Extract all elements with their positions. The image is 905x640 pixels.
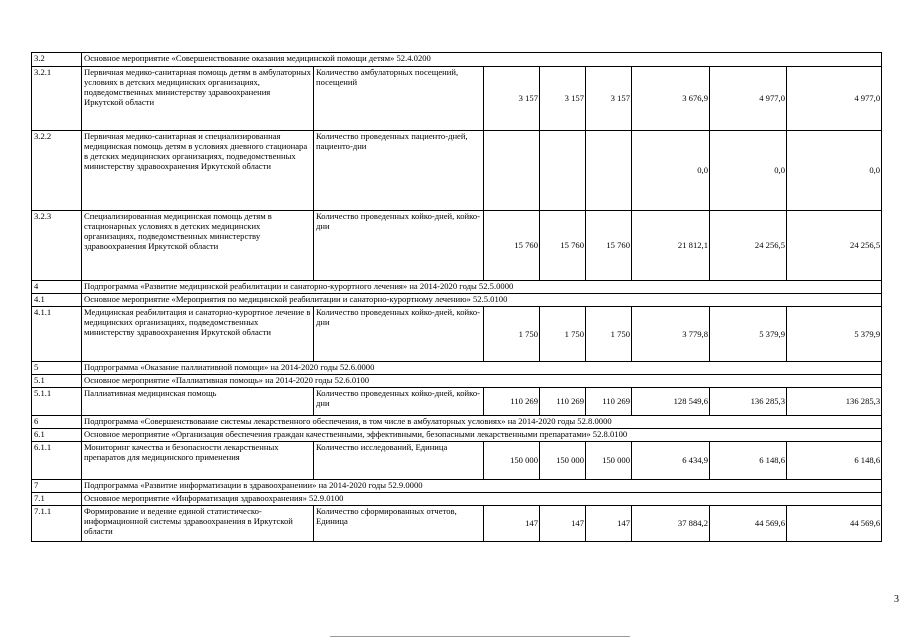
value-cell: 0,0	[710, 131, 787, 211]
value-cell: 21 812,1	[632, 211, 710, 281]
section-row	[32, 429, 882, 442]
section-title: Подпрограмма «Совершенствование системы лекарственного обеспечения, в том числе в амбулаторных условиях» на 2014-2020 годы 52.8.0000	[82, 416, 882, 429]
value-cell: 3 779,8	[632, 307, 710, 362]
measure-name: Формирование и ведение единой статистическо-информационной системы здравоохранения в Иркутской области	[82, 506, 314, 542]
value-cell: 110 269	[586, 388, 632, 416]
row-code: 6.1	[32, 429, 82, 442]
section-row	[32, 53, 882, 67]
value-cell: 15 760	[586, 211, 632, 281]
row-code: 5.1.1	[32, 388, 82, 416]
indicator-name: Количество проведенных койко-дней, койко-дни	[314, 388, 484, 416]
section-title: Подпрограмма «Развитие информатизации в здравоохранении» на 2014-2020 годы 52.9.0000	[82, 480, 882, 493]
row-code: 6	[32, 416, 82, 429]
table-row	[32, 211, 882, 281]
row-code: 7.1	[32, 493, 82, 506]
value-cell: 44 569,6	[787, 506, 882, 542]
value-cell: 1 750	[540, 307, 586, 362]
row-code: 4.1.1	[32, 307, 82, 362]
value-cell: 3 157	[586, 67, 632, 131]
value-cell: 0,0	[632, 131, 710, 211]
table-row	[32, 67, 882, 131]
section-row	[32, 493, 882, 506]
measure-name: Специализированная медицинская помощь детям в стационарных условиях в детских медицинских организациях, подведомственных министерству здравоохранения Иркутской области	[82, 211, 314, 281]
row-code: 3.2.2	[32, 131, 82, 211]
section-title: Основное мероприятие «Информатизация здравоохранения» 52.9.0100	[82, 493, 882, 506]
value-cell: 15 760	[484, 211, 540, 281]
section-row	[32, 480, 882, 493]
value-cell: 147	[484, 506, 540, 542]
value-cell: 6 148,6	[787, 442, 882, 480]
page-number: 3	[894, 594, 899, 605]
section-title: Основное мероприятие «Паллиативная помощь» на 2014-2020 годы 52.6.0100	[82, 375, 882, 388]
value-cell: 5 379,9	[710, 307, 787, 362]
value-cell: 3 676,9	[632, 67, 710, 131]
row-code: 7	[32, 480, 82, 493]
value-cell: 1 750	[484, 307, 540, 362]
value-cell: 1 750	[586, 307, 632, 362]
value-cell: 147	[540, 506, 586, 542]
value-cell: 24 256,5	[787, 211, 882, 281]
section-row	[32, 281, 882, 294]
indicator-name: Количество амбулаторных посещений, посещений	[314, 67, 484, 131]
value-cell: 147	[586, 506, 632, 542]
indicators-table	[31, 52, 882, 542]
value-cell	[540, 131, 586, 211]
value-cell: 0,0	[787, 131, 882, 211]
value-cell: 3 157	[484, 67, 540, 131]
value-cell	[484, 131, 540, 211]
value-cell: 15 760	[540, 211, 586, 281]
table-row	[32, 442, 882, 480]
value-cell: 4 977,0	[710, 67, 787, 131]
section-row	[32, 416, 882, 429]
section-title: Подпрограмма «Развитие медицинской реабилитации и санаторно-курортного лечения» на 2014-2020 годы 52.5.0000	[82, 281, 882, 294]
value-cell: 110 269	[540, 388, 586, 416]
row-code: 4	[32, 281, 82, 294]
measure-name: Мониторинг качества и безопасности лекарственных препаратов для медицинского применения	[82, 442, 314, 480]
indicator-name: Количество исследований, Единица	[314, 442, 484, 480]
measure-name: Паллиативная медицинская помощь	[82, 388, 314, 416]
table-body	[32, 53, 882, 542]
value-cell: 4 977,0	[787, 67, 882, 131]
value-cell: 110 269	[484, 388, 540, 416]
value-cell: 6 434,9	[632, 442, 710, 480]
value-cell: 136 285,3	[787, 388, 882, 416]
row-code: 5	[32, 362, 82, 375]
section-title: Подпрограмма «Оказание паллиативной помощи» на 2014-2020 годы 52.6.0000	[82, 362, 882, 375]
row-code: 7.1.1	[32, 506, 82, 542]
indicator-name: Количество проведенных койко-дней, койко-дни	[314, 211, 484, 281]
row-code: 4.1	[32, 294, 82, 307]
row-code: 6.1.1	[32, 442, 82, 480]
value-cell: 44 569,6	[710, 506, 787, 542]
value-cell: 3 157	[540, 67, 586, 131]
value-cell: 6 148,6	[710, 442, 787, 480]
bottom-rule	[330, 636, 630, 637]
section-row	[32, 294, 882, 307]
measure-name: Медицинская реабилитация и санаторно-курортное лечение в медицинских организациях, подведомственных министерству здравоохранения Иркутской области	[82, 307, 314, 362]
value-cell: 150 000	[484, 442, 540, 480]
measure-name: Первичная медико-санитарная и специализированная медицинская помощь детям в условиях дневного стационара в детских медицинских организациях, подведомственных министерству здравоохранения Иркутской области	[82, 131, 314, 211]
table-row	[32, 131, 882, 211]
indicator-name: Количество проведенных пациенто-дней, пациенто-дни	[314, 131, 484, 211]
value-cell: 24 256,5	[710, 211, 787, 281]
indicator-name: Количество проведенных койко-дней, койко-дни	[314, 307, 484, 362]
row-code: 3.2.3	[32, 211, 82, 281]
table-row	[32, 506, 882, 542]
row-code: 3.2.1	[32, 67, 82, 131]
section-title: Основное мероприятие «Мероприятия по медицинской реабилитации и санаторно-курортному лечению» 52.5.0100	[82, 294, 882, 307]
value-cell: 37 884,2	[632, 506, 710, 542]
section-title: Основное мероприятие «Организация обеспечения граждан качественными, эффективными, безопасными лекарственными препаратами» 52.8.0100	[82, 429, 882, 442]
section-row	[32, 362, 882, 375]
section-title: Основное мероприятие «Совершенствование оказания медицинской помощи детям» 52.4.0200	[82, 53, 882, 67]
value-cell	[586, 131, 632, 211]
measure-name: Первичная медико-санитарная помощь детям в амбулаторных условиях в детских медицинских организациях, подведомственных министерству здравоохранения Иркутской области	[82, 67, 314, 131]
value-cell: 5 379,9	[787, 307, 882, 362]
value-cell: 128 549,6	[632, 388, 710, 416]
section-row	[32, 375, 882, 388]
table-row	[32, 307, 882, 362]
value-cell: 136 285,3	[710, 388, 787, 416]
indicator-name: Количество сформированных отчетов, Единица	[314, 506, 484, 542]
table-row	[32, 388, 882, 416]
value-cell: 150 000	[586, 442, 632, 480]
value-cell: 150 000	[540, 442, 586, 480]
row-code: 5.1	[32, 375, 82, 388]
row-code: 3.2	[32, 53, 82, 67]
